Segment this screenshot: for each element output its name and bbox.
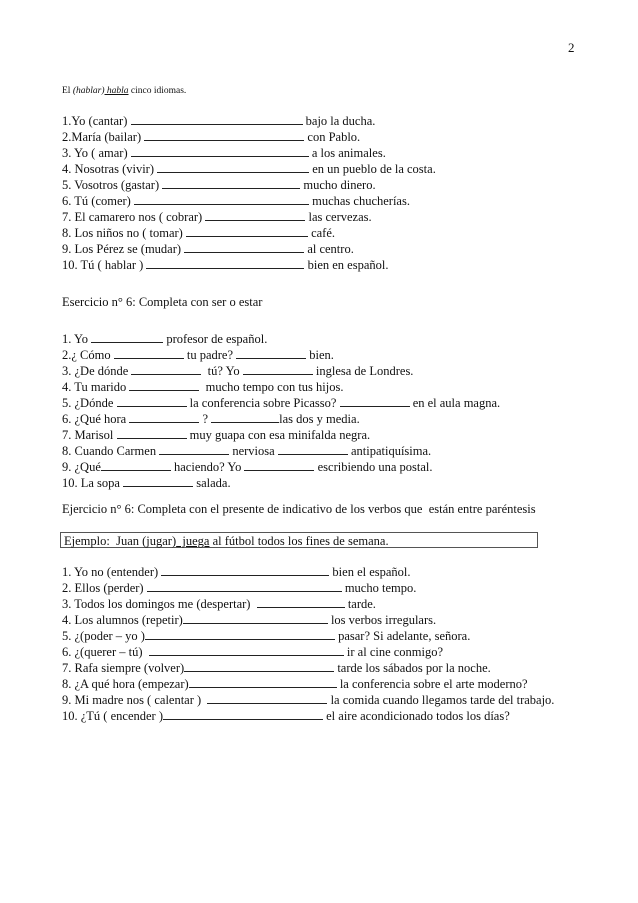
example-box <box>60 532 538 548</box>
list-item <box>62 426 500 442</box>
example-prefix: Ejemplo: Juan (jugar) <box>64 534 177 548</box>
list-item <box>62 474 500 490</box>
item-text-after: pasar? Si adelante, señora. <box>334 629 471 643</box>
item-text-after: la comida cuando llegamos tarde del trabajo. <box>327 693 555 707</box>
item-text-c: las dos y media. <box>279 412 360 426</box>
list-item <box>62 643 554 659</box>
item-text-after: la conferencia sobre el arte moderno? <box>336 677 528 691</box>
list-item <box>62 192 436 208</box>
item-text-b: mucho tempo con tus hijos. <box>199 380 344 394</box>
answer-blank[interactable] <box>129 378 199 391</box>
section3-heading-wrap <box>62 501 536 517</box>
item-text-after: tarde. <box>344 597 376 611</box>
list-item <box>62 362 500 378</box>
item-text-b: la conferencia sobre Picasso? <box>186 396 340 410</box>
section3-heading: Ejercicio n° 6: Completa con el presente de indicativo de los verbos que están entre paréntesis <box>62 502 536 516</box>
answer-blank[interactable] <box>144 128 304 141</box>
list-item <box>62 160 436 176</box>
item-text-after: café. <box>307 226 336 240</box>
item-text-b: tú? Yo <box>201 364 243 378</box>
item-text-a: 6. ¿Qué hora <box>62 412 130 426</box>
list-item <box>62 240 436 256</box>
item-text-after: al centro. <box>304 242 354 256</box>
item-text-before: 1. Yo no (entender) <box>62 565 162 579</box>
item-text-a: 4. Tu marido <box>62 380 130 394</box>
answer-blank[interactable] <box>131 362 201 375</box>
list-item <box>62 128 436 144</box>
list-item <box>62 691 554 707</box>
answer-blank[interactable] <box>243 362 313 375</box>
item-text-a: 1. Yo <box>62 332 92 346</box>
item-text-c: inglesa de Londres. <box>312 364 414 378</box>
answer-blank[interactable] <box>189 675 337 688</box>
list-item <box>62 659 554 675</box>
top-example-prefix: El <box>62 86 73 96</box>
top-example <box>62 86 186 96</box>
item-text-before: 3. Todos los domingos me (despertar) <box>62 597 257 611</box>
item-text-after: mucho dinero. <box>300 178 376 192</box>
answer-blank[interactable] <box>186 224 308 237</box>
item-text-a: 9. ¿Qué <box>62 460 101 474</box>
page-number: 2 <box>568 40 575 55</box>
item-text-before: 7. El camarero nos ( cobrar) <box>62 210 206 224</box>
section2-heading-wrap <box>62 294 262 310</box>
list-item <box>62 595 554 611</box>
section1-list <box>62 112 436 272</box>
item-text-before: 6. Tú (comer) <box>62 194 134 208</box>
item-text-b: ? <box>199 412 212 426</box>
answer-blank[interactable] <box>236 346 306 359</box>
example-answer: juega <box>176 534 210 548</box>
item-text-b: tu padre? <box>183 348 237 362</box>
item-text-b: haciendo? Yo <box>170 460 245 474</box>
list-item <box>62 346 500 362</box>
item-text-after: el aire acondicionado todos los días? <box>323 709 510 723</box>
top-example-suffix: cinco idiomas. <box>128 86 187 96</box>
item-text-before: 6. ¿(querer – tú) <box>62 645 149 659</box>
answer-blank[interactable] <box>340 394 410 407</box>
item-text-before: 8. ¿A qué hora (empezar) <box>62 677 189 691</box>
answer-blank[interactable] <box>134 192 309 205</box>
item-text-after: muchas chucherías. <box>308 194 410 208</box>
answer-blank[interactable] <box>114 346 184 359</box>
item-text-after: los verbos irregulars. <box>327 613 437 627</box>
list-item <box>62 112 436 128</box>
answer-blank[interactable] <box>159 442 229 455</box>
item-text-a: 7. Marisol <box>62 428 117 442</box>
answer-blank[interactable] <box>146 256 304 269</box>
item-text-before: 10. Tú ( hablar ) <box>62 258 147 272</box>
item-text-a: 2.¿ Cómo <box>62 348 114 362</box>
item-text-before: 5. Vosotros (gastar) <box>62 178 163 192</box>
item-text-before: 9. Los Pérez se (mudar) <box>62 242 185 256</box>
answer-blank[interactable] <box>149 643 344 656</box>
list-item <box>62 224 436 240</box>
list-item <box>62 144 436 160</box>
answer-blank[interactable] <box>145 627 335 640</box>
item-text-before: 4. Nosotras (vivir) <box>62 162 158 176</box>
item-text-a: 3. ¿De dónde <box>62 364 132 378</box>
list-item <box>62 458 500 474</box>
item-text-before: 8. Los niños no ( tomar) <box>62 226 186 240</box>
item-text-before: 10. ¿Tú ( encender ) <box>62 709 163 723</box>
answer-blank[interactable] <box>161 563 329 576</box>
list-item <box>62 208 436 224</box>
answer-blank[interactable] <box>183 611 328 624</box>
list-item <box>62 442 500 458</box>
answer-blank[interactable] <box>211 410 279 423</box>
top-example-verb: (hablar) <box>72 86 105 96</box>
item-text-before: 9. Mi madre nos ( calentar ) <box>62 693 208 707</box>
answer-blank[interactable] <box>131 112 303 125</box>
example-suffix: al fútbol todos los fines de semana. <box>209 534 389 548</box>
list-item <box>62 579 554 595</box>
list-item <box>62 176 436 192</box>
item-text-before: 2. Ellos (perder) <box>62 581 147 595</box>
section2-list <box>62 330 500 490</box>
answer-blank[interactable] <box>278 442 348 455</box>
list-item <box>62 707 554 723</box>
item-text-before: 3. Yo ( amar) <box>62 146 131 160</box>
list-item <box>62 627 554 643</box>
answer-blank[interactable] <box>101 458 171 471</box>
answer-blank[interactable] <box>131 144 309 157</box>
answer-blank[interactable] <box>123 474 193 487</box>
item-text-c: en el aula magna. <box>409 396 501 410</box>
answer-blank[interactable] <box>163 707 323 720</box>
item-text-b: nerviosa <box>229 444 278 458</box>
item-text-a: 5. ¿Dónde <box>62 396 117 410</box>
answer-blank[interactable] <box>117 394 187 407</box>
answer-blank[interactable] <box>147 579 342 592</box>
section3-list <box>62 563 554 723</box>
answer-blank[interactable] <box>91 330 163 343</box>
list-item <box>62 563 554 579</box>
item-text-after: a los animales. <box>308 146 386 160</box>
item-text-after: en un pueblo de la costa. <box>309 162 436 176</box>
item-text-c: antipatiquísima. <box>347 444 432 458</box>
item-text-after: con Pablo. <box>304 130 361 144</box>
list-item <box>62 675 554 691</box>
item-text-after: bajo la ducha. <box>302 114 376 128</box>
answer-blank[interactable] <box>207 691 327 704</box>
item-text-a: 8. Cuando Carmen <box>62 444 160 458</box>
item-text-before: 2.María (bailar) <box>62 130 145 144</box>
item-text-before: 1.Yo (cantar) <box>62 114 131 128</box>
list-item <box>62 410 500 426</box>
list-item <box>62 611 554 627</box>
item-text-c: bien. <box>306 348 334 362</box>
item-text-after: tarde los sábados por la noche. <box>334 661 491 675</box>
item-text-b: salada. <box>193 476 231 490</box>
list-item <box>62 256 436 272</box>
item-text-after: bien el español. <box>329 565 411 579</box>
answer-blank[interactable] <box>157 160 309 173</box>
list-item <box>62 394 500 410</box>
item-text-before: 5. ¿(poder – yo ) <box>62 629 145 643</box>
item-text-before: 4. Los alumnos (repetir) <box>62 613 183 627</box>
answer-blank[interactable] <box>117 426 187 439</box>
answer-blank[interactable] <box>184 659 334 672</box>
answer-blank[interactable] <box>205 208 305 221</box>
list-item <box>62 330 500 346</box>
list-item <box>62 378 500 394</box>
answer-blank[interactable] <box>162 176 300 189</box>
answer-blank[interactable] <box>129 410 199 423</box>
answer-blank[interactable] <box>184 240 304 253</box>
item-text-before: 7. Rafa siempre (volver) <box>62 661 185 675</box>
item-text-after: las cervezas. <box>305 210 372 224</box>
item-text-after: ir al cine conmigo? <box>343 645 444 659</box>
item-text-b: muy guapa con esa minifalda negra. <box>186 428 371 442</box>
item-text-b: profesor de español. <box>163 332 268 346</box>
item-text-c: escribiendo una postal. <box>314 460 433 474</box>
item-text-after: bien en español. <box>304 258 389 272</box>
item-text-after: mucho tempo. <box>341 581 417 595</box>
section2-heading: Esercicio n° 6: Completa con ser o estar <box>62 295 263 309</box>
item-text-a: 10. La sopa <box>62 476 124 490</box>
answer-blank[interactable] <box>244 458 314 471</box>
answer-blank[interactable] <box>257 595 345 608</box>
top-example-answer: habla <box>104 86 129 96</box>
